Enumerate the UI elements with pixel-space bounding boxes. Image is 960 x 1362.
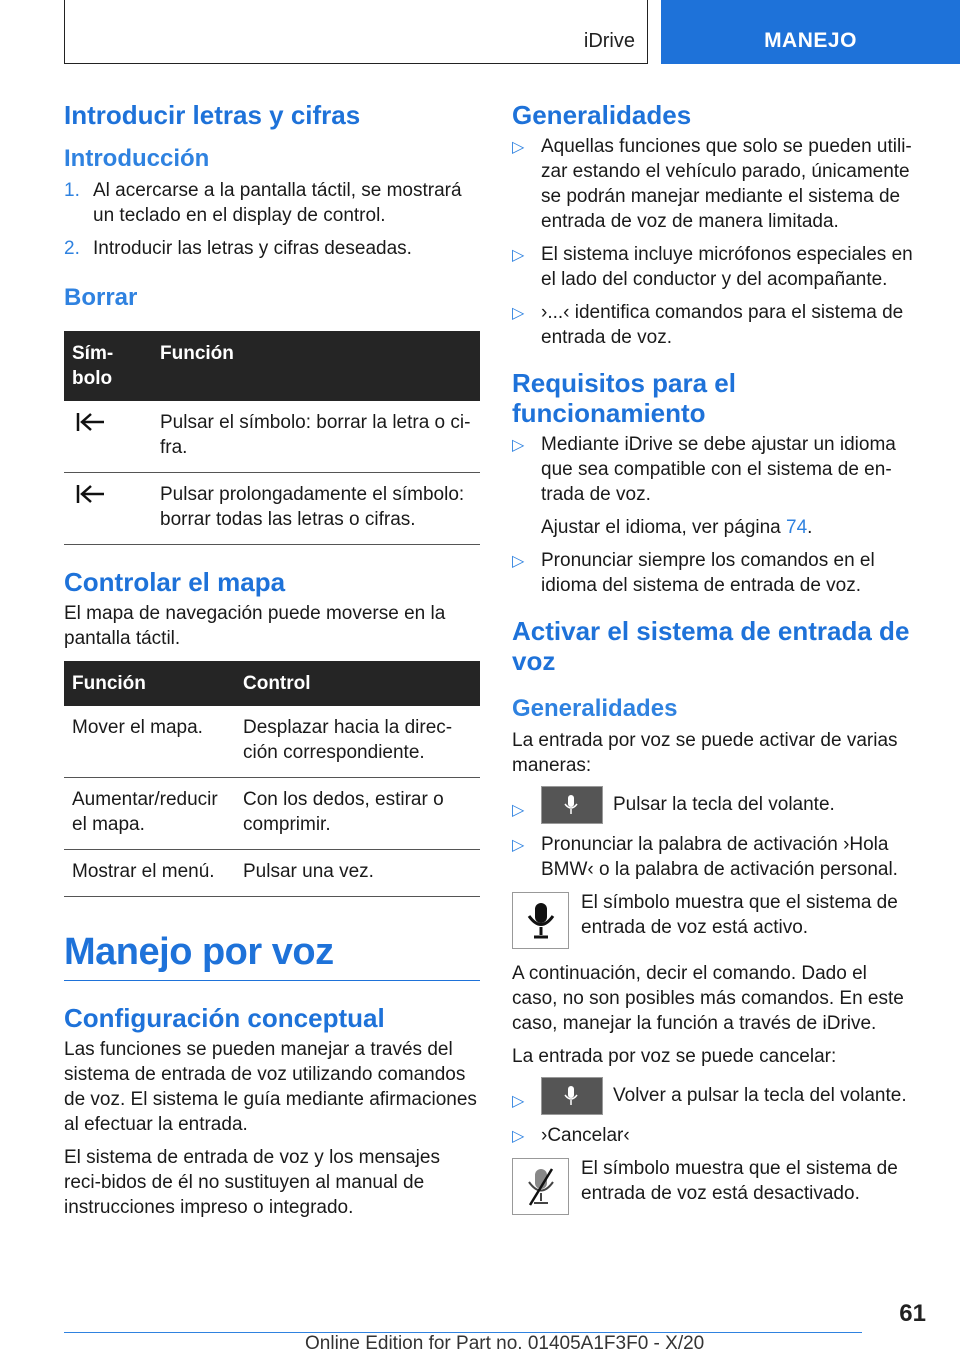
header-section-box: [64, 0, 648, 64]
triangle-bullet-icon: ▷: [512, 139, 525, 156]
header-chapter-tab: [661, 0, 960, 64]
voice-key-icon: [541, 1077, 603, 1115]
triangle-bullet-icon: ▷: [512, 1093, 525, 1111]
voice-key-icon: [541, 786, 603, 824]
triangle-bullet-icon: ▷: [512, 837, 525, 855]
left-column: [64, 100, 480, 1228]
triangle-bullet-icon: ▷: [512, 1128, 525, 1146]
cancel-list: [512, 1077, 916, 1148]
table-cell: Desplazar hacia la direc-ción correspondiente.: [235, 706, 480, 778]
then-paragraph: A continuación, decir el comando. Dado el caso, no son posibles más comandos. En este caso, manejar la función a través de iDrive.: [512, 963, 904, 1035]
page-number: 61: [899, 1300, 926, 1327]
heading-controlar-mapa: Controlar el mapa: [64, 567, 286, 597]
list-item: ▷ Pronunciar siempre los comandos en el idioma del sistema de entrada de voz.: [512, 550, 875, 596]
main-title-manejo-voz: Manejo por voz: [64, 931, 480, 981]
table-cell: Mover el mapa.: [64, 706, 235, 778]
step-item: [64, 178, 480, 228]
table-cell: Pulsar prolongadamente el símbolo: borrar todas las letras o cifras.: [152, 473, 480, 545]
microphone-active-icon: [512, 892, 569, 949]
heading-generalidades: Generalidades: [512, 100, 692, 130]
step-text: Al acercarse a la pantalla táctil, se mostrará un teclado en el display de control.: [93, 180, 462, 226]
heading-configuracion: Configuración conceptual: [64, 1003, 385, 1033]
generalidades-list: [512, 134, 916, 350]
steps-list: [64, 178, 480, 261]
col-header-control: Control: [235, 661, 480, 706]
triangle-bullet-icon: ▷: [512, 247, 525, 264]
col-header-simbolo: Sím- bolo: [64, 331, 152, 401]
table-row: [64, 401, 480, 473]
triangle-bullet-icon: ▷: [512, 437, 525, 454]
borrar-table: [64, 331, 480, 545]
heading-activar: Activar el sistema de entrada de voz: [512, 616, 910, 676]
step-text: Introducir las letras y cifras deseadas.: [93, 238, 412, 259]
list-item: ▷ ›...‹ identifica comandos para el sistema de entrada de voz.: [512, 302, 904, 348]
subheading-introduccion: Introducción: [64, 145, 210, 172]
list-item: ▷ Pulsar la tecla del volante.: [512, 786, 916, 824]
triangle-bullet-icon: ▷: [512, 553, 525, 570]
activate-list: [512, 786, 916, 882]
table-row: [64, 778, 480, 850]
page-link[interactable]: 74: [786, 517, 808, 538]
header-chapter-label: MANEJO: [764, 29, 857, 52]
list-item: ▷ Aquellas funciones que solo se pueden utili-zar estando el vehículo parado, únicamente se podrán manejar mediante el sistema de entrada de voz de manera limitada.: [512, 136, 912, 232]
table-row: [64, 706, 480, 778]
microphone-inactive-icon: [512, 1158, 569, 1215]
triangle-bullet-icon: ▷: [512, 305, 525, 322]
requisitos-list: [512, 432, 916, 598]
list-item: ▷ ›Cancelar‹: [512, 1123, 916, 1148]
activate-intro: La entrada por voz se puede activar de varias maneras:: [512, 730, 898, 776]
cancel-intro: La entrada por voz se puede cancelar:: [512, 1046, 837, 1068]
backspace-icon: [72, 410, 108, 434]
right-column: [512, 100, 916, 1221]
table-cell: Pulsar una vez.: [235, 850, 480, 897]
table-row: [64, 850, 480, 897]
active-symbol-block: El símbolo muestra que el sistema de entrada de voz está activo.: [512, 890, 916, 955]
col-header-funcion: Función: [64, 661, 235, 706]
backspace-icon: [72, 482, 108, 506]
subheading-generalidades: Generalidades: [512, 695, 678, 722]
table-cell: Aumentar/reducir el mapa.: [64, 778, 235, 850]
list-item: ▷ Mediante iDrive se debe ajustar un idioma que sea compatible con el sistema de en-trada de voz. Ajustar el idioma, ver página 74.: [512, 432, 916, 540]
concept-paragraph-2: El sistema de entrada de voz y los mensajes reci-bidos de él no sustituyen al manual de instrucciones impreso o integrado.: [64, 1147, 440, 1218]
concept-paragraph-1: Las funciones se pueden manejar a través del sistema de entrada de voz utilizando comandos de voz. El sistema le guía mediante afirmaciones al efectuar la entrada.: [64, 1039, 477, 1135]
heading-introducir: Introducir letras y cifras: [64, 100, 361, 130]
step-item: [64, 236, 480, 261]
list-item: ▷ Volver a pulsar la tecla del volante.: [512, 1077, 916, 1115]
inactive-symbol-block: El símbolo muestra que el sistema de entrada de voz está desactivado.: [512, 1156, 916, 1221]
list-item: ▷ El sistema incluye micrófonos especiales en el lado del conductor y del acompañante.: [512, 244, 913, 290]
triangle-bullet-icon: ▷: [512, 802, 525, 819]
page-reference: Ajustar el idioma, ver página 74.: [541, 517, 813, 538]
header-section-label: iDrive: [583, 30, 635, 52]
map-table: [64, 661, 480, 897]
table-cell: Pulsar el símbolo: borrar la letra o ci-fra.: [152, 401, 480, 473]
step-number: 1.: [64, 180, 80, 201]
step-number: 2.: [64, 238, 80, 259]
table-cell: Mostrar el menú.: [64, 850, 235, 897]
col-header-funcion: Función: [152, 331, 480, 401]
list-item: ▷ Pronunciar la palabra de activación ›Hola BMW‹ o la palabra de activación personal.: [512, 834, 898, 881]
heading-requisitos: Requisitos para el funcionamiento: [512, 368, 736, 428]
subheading-borrar: Borrar: [64, 284, 138, 311]
table-cell: Con los dedos, estirar o comprimir.: [235, 778, 480, 850]
table-row: [64, 473, 480, 545]
footer-edition: Online Edition for Part no. 01405A1F3F0 - X/20: [305, 1333, 705, 1354]
map-intro: El mapa de navegación puede moverse en la pantalla táctil.: [64, 603, 446, 649]
